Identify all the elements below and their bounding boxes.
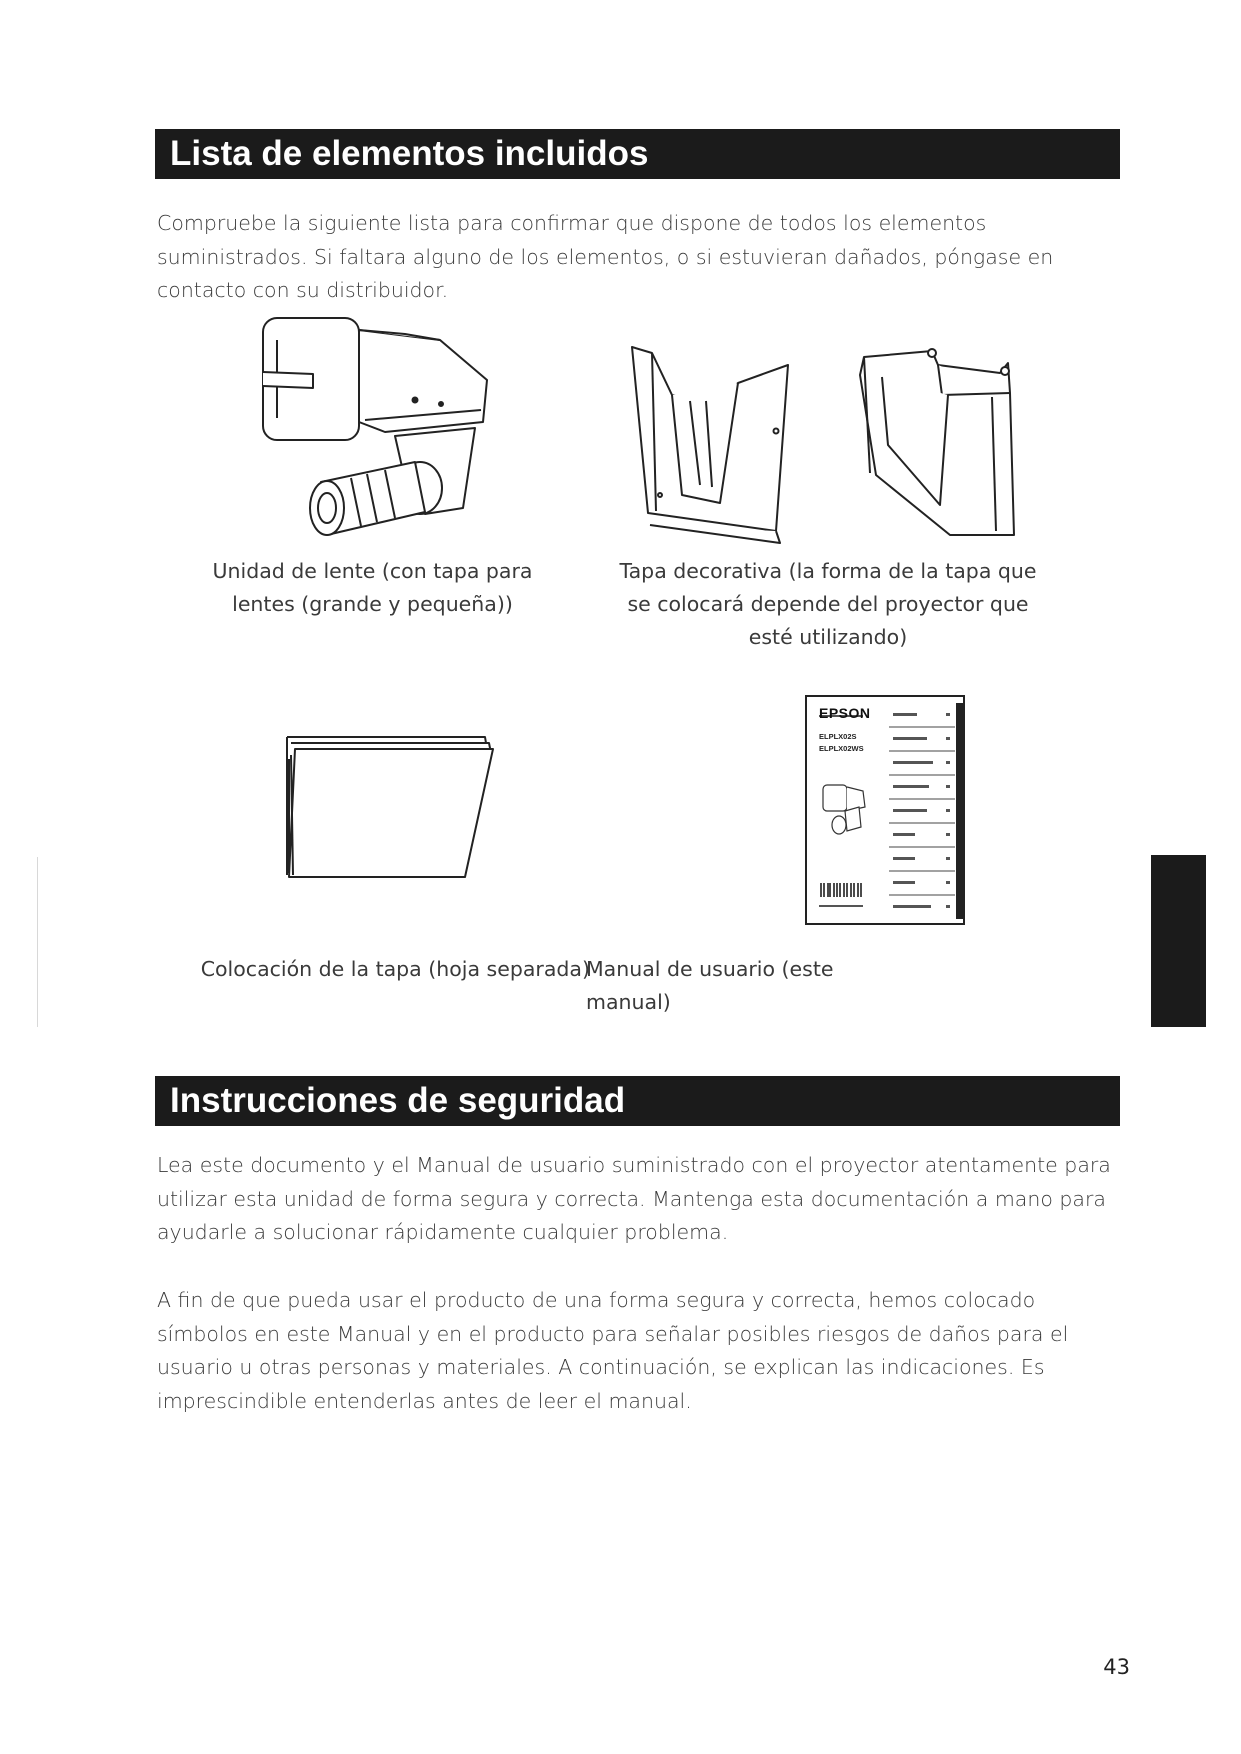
section-title-safety: Instrucciones de seguridad	[155, 1076, 1120, 1126]
user-manual-icon	[805, 695, 967, 931]
manual-brand: EPSON	[819, 705, 871, 721]
chapter-tab	[1151, 855, 1206, 1027]
safety-paragraph-1: Lea este documento y el Manual de usuario suministrado con el proyector atentamente para utilizar esta unidad de forma segura y correcta. Mantenga esta documentación a mano para ayudarle a solucionar rápidamente cualquier problema.	[157, 1153, 1111, 1244]
manual-model-1: ELPLX02S	[819, 732, 857, 741]
caption-lens-unit: Unidad de lente (con tapa para lentes (grande y pequeña))	[212, 559, 533, 616]
caption-decorative-cover: Tapa decorativa (la forma de la tapa que se colocará depende del proyector que esté utilizando)	[619, 559, 1037, 649]
page-number: 43	[1103, 1655, 1130, 1679]
caption-user-manual: Manual de usuario (este manual)	[586, 957, 834, 1014]
manual-model-2: ELPLX02WS	[819, 744, 864, 753]
section-title-included-items: Lista de elementos incluidos	[155, 129, 1120, 179]
lens-unit-icon	[255, 312, 500, 556]
loose-sheet-icon	[285, 735, 500, 889]
caption-loose-sheet: Colocación de la tapa (hoja separada)	[200, 957, 590, 981]
decorative-cover-icon	[620, 335, 1025, 549]
safety-paragraph-2: A fin de que pueda usar el producto de una forma segura y correcta, hemos colocado símbolos en este Manual y en el producto para señalar posibles riesgos de daños para el usuario u otras personas y materiales. A continuación, se explican las indicaciones. Es imprescindible entenderlas antes de leer el manual.	[157, 1288, 1069, 1413]
edge-divider	[37, 857, 38, 1027]
included-items-intro: Compruebe la siguiente lista para confirmar que dispone de todos los elementos suministrados. Si faltara alguno de los elementos, o si estuvieran dañados, póngase en contacto con su distribuidor.	[157, 211, 1054, 302]
